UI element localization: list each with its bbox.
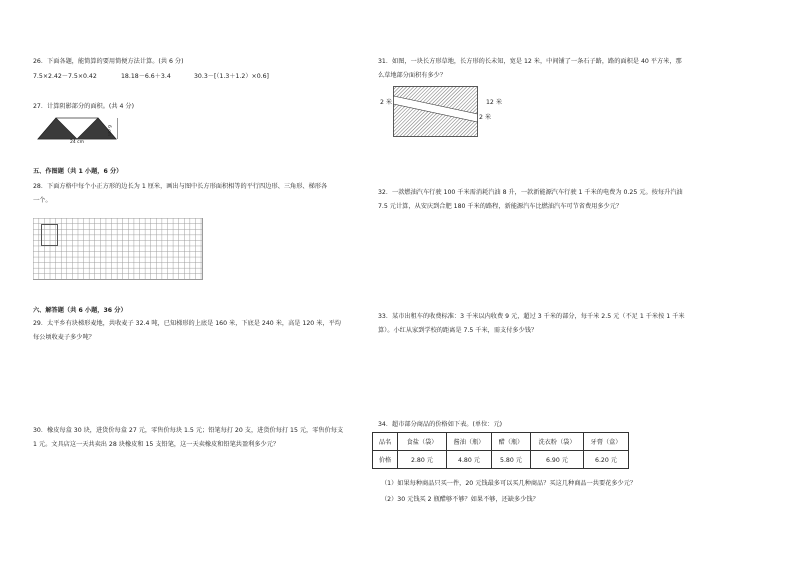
q31-line-1: 31．如图，一块长方形草地，长方形的长未知，宽是 12 米，中间铺了一条石子路，路的面积是 40 平方米，那: [378, 58, 682, 65]
q31-right-width-label: 2 米: [479, 114, 492, 121]
q30-line-2: 1 元。文具店这一天共卖出 28 块橡皮和 15 支铅笔，这一天卖橡皮和铅笔共盈利多少元？: [33, 441, 280, 448]
square-grid: [33, 218, 203, 280]
q34-title: 34．超市部分商品的价格如下表。(单位：元): [378, 421, 503, 428]
q31-height-label: 12 米: [486, 99, 503, 106]
q34-sub-question-1: （1）如果每种商品只买一件，20 元钱最多可以买几种商品？买这几种商品一共要花多少元？: [381, 480, 637, 487]
price-table: [372, 432, 629, 469]
table-cell: 价格: [373, 451, 398, 469]
q26-expression-2: 18.18－6.6＋3.4: [121, 73, 171, 80]
q27-title: 27．计算阴影部分的面积。(共 4 分): [33, 103, 135, 110]
q26-expression-1: 7.5×2.42－7.5×0.42: [33, 73, 97, 80]
q31-line-2: 么草地部分面积有多少？: [378, 72, 447, 79]
q26-expression-3: 30.3－[（1.3＋1.2）×0.6]: [194, 73, 269, 80]
table-row: [373, 451, 629, 469]
q27-height-label: 6 cm: [106, 125, 111, 137]
q29-line-2: 每公顷收麦子多少吨？: [33, 334, 95, 341]
q34-sub-question-2: （2）30 元钱买 2 瓶醋够不够？如果不够，还缺多少钱？: [381, 496, 539, 503]
lawn-path-figure: [393, 86, 478, 137]
q30-line-1: 30．橡皮每盒 30 块，进货价每盒 27 元，零售价每块 1.5 元；铅笔每打 20 支，进货价每打 15 元，零售价每支: [33, 427, 344, 434]
table-cell: 5.80 元: [492, 451, 531, 469]
table-cell: 2.80 元: [398, 451, 447, 469]
shaded-triangle-left: [38, 118, 77, 139]
table-row: [373, 433, 629, 451]
q27-base-label: 24 cm: [70, 140, 85, 145]
table-cell: 酱油（瓶）: [447, 433, 492, 451]
q33-line-1: 33．某市出租车的收费标准：3 千米以内收费 9 元，超过 3 千米的部分，每千米 2.5 元（不足 1 千米按 1 千米: [378, 313, 685, 320]
table-cell: 食盐（袋）: [398, 433, 447, 451]
table-cell: 醋（瓶）: [492, 433, 531, 451]
table-cell: 6.90 元: [531, 451, 584, 469]
grid-rectangle: [41, 224, 58, 246]
table-cell: 4.80 元: [447, 451, 492, 469]
table-cell: 6.20 元: [584, 451, 629, 469]
q28-line-1: 28．下面方格中每个小正方形的边长为 1 厘米，画出与图中长方形面积相等的平行四边形、三角形、梯形各: [33, 183, 328, 190]
q26-title: 26．下面各题，能简算的要用简便方法计算。(共 6 分): [33, 58, 184, 65]
q32-line-2: 7.5 元计算，从安庆到合肥 180 千米的路程，新能源汽车比燃油汽车可节省费用多少元？: [378, 203, 623, 210]
q32-line-1: 32．一款燃油汽车行驶 100 千米需消耗汽油 8 升，一款新能源汽车行驶 1 千米的电费为 0.25 元。按每升汽油: [378, 189, 683, 196]
table-cell: 品名: [373, 433, 398, 451]
q31-left-width-label: 2 米: [380, 99, 393, 106]
table-cell: 牙膏（盒）: [584, 433, 629, 451]
section-6-title: 六、解答题（共 6 小题，36 分）: [33, 307, 127, 314]
section-5-title: 五、作图题（共 1 小题，6 分）: [33, 168, 123, 175]
q33-line-2: 算）。小红从家到学校的距离是 7.5 千米，需支付多少钱？: [378, 327, 538, 334]
q29-line-1: 29．太平乡有块梯形麦地，共收麦子 32.4 吨，已知梯形的上底是 160 米，下底是 240 米，高是 120 米，平均: [33, 320, 341, 327]
table-cell: 洗衣粉（袋）: [531, 433, 584, 451]
q28-line-2: 一个。: [33, 197, 52, 204]
